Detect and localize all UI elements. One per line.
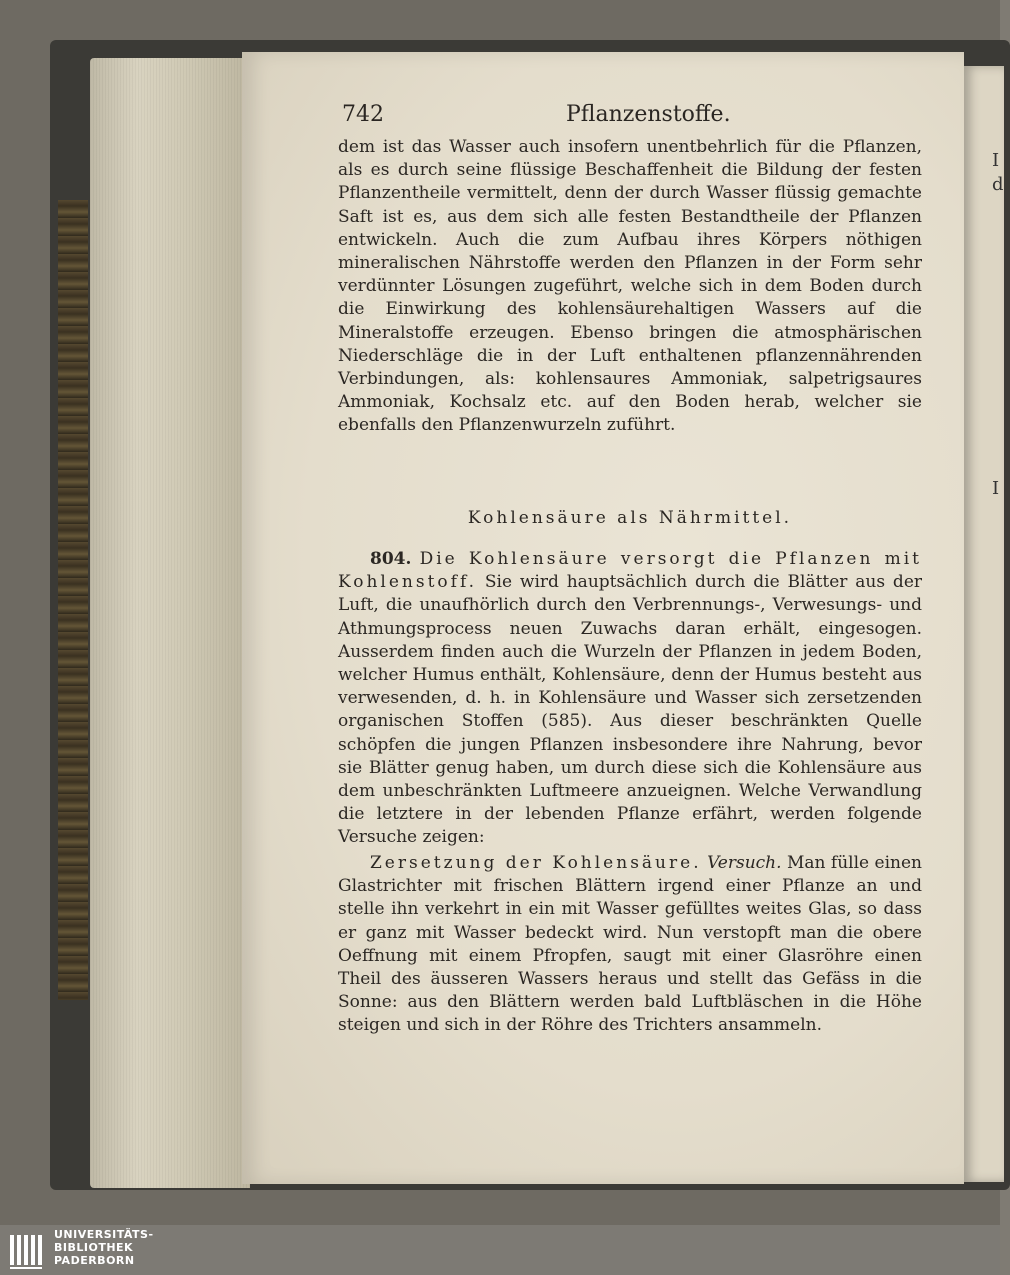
book-spine bbox=[58, 200, 88, 1000]
adjacent-page-letter: I bbox=[992, 150, 1000, 171]
section-number: 804. bbox=[370, 549, 412, 569]
paragraph-text: Man fülle einen Glastrichter mit frischen Blättern irgend einer Pflanze an und stelle ihn verkehrt in ein mit Wasser gefülltes weites Glas, so dass er ganz mit Wasser bedeckt wird. Nun verstopft man die obere Oeffnung mit einem Pfropfen, saugt mit einer Glasröhre einen Theil des äusseren Wassers heraus und stellt das Gefäss in die Sonne: aus den Blättern werden bald Luftbläschen in die Höhe steigen und sich in der Röhre des Trichters ansammeln. bbox=[338, 853, 922, 1036]
emphasized-statement: Die Kohlensäure versorgt die Pflanzen mit Kohlenstoff. bbox=[338, 549, 922, 593]
library-name-line: BIBLIOTHEK bbox=[54, 1241, 134, 1254]
adjacent-page-letter: d bbox=[992, 174, 1004, 195]
adjacent-page bbox=[964, 66, 1004, 1182]
paragraph-804 bbox=[338, 548, 922, 850]
running-title: Pflanzenstoffe. bbox=[566, 102, 731, 127]
adjacent-page-letter: I bbox=[992, 478, 1000, 499]
book-page bbox=[242, 52, 964, 1184]
footer-bar bbox=[0, 1225, 1000, 1275]
library-name bbox=[54, 1228, 154, 1267]
experiment-title: Zersetzung der Kohlensäure. bbox=[370, 853, 702, 873]
paragraph-text: Sie wird hauptsächlich durch die Blätter aus der Luft, die unaufhörlich durch den Verbrennungs-, Verwesungs- und Athmungsprocess neuen Zuwachs daran erhält, eingesogen. Ausserdem finden auch die Wurzeln der Pflanzen in jedem Boden, welcher Humus enthält, Kohlensäure, denn der Humus besteht aus verwesenden, d. h. in Kohlensäure und Wasser sich zersetzenden organischen Stoffen (585). Aus dieser beschränkten Quelle schöpfen die jungen Pflanzen insbesondere ihre Nahrung, bevor sie Blätter genug haben, um durch diese sich die Kohlensäure aus dem unbeschränkten Luftmeere anzueignen. Welche Verwandlung die letztere in der lebenden Pflanze erfährt, werden folgende Versuche zeigen: bbox=[338, 572, 922, 848]
page-edges bbox=[90, 58, 250, 1188]
section-heading: Kohlensäure als Nährmittel. bbox=[467, 508, 793, 528]
paragraph-experiment bbox=[338, 852, 922, 1038]
library-name-line: UNIVERSITÄTS- bbox=[54, 1228, 154, 1241]
experiment-label: Versuch. bbox=[707, 853, 782, 873]
library-logo-icon bbox=[8, 1231, 48, 1271]
paragraph-text: dem ist das Wasser auch insofern unentbehrlich für die Pflanzen, als es durch seine flüssige Beschaffenheit die Bildung der festen Pflanzentheile vermittelt, denn der durch Wasser flüssig gemachte Saft ist es, aus dem sich alle festen Bestandtheile der Pflanzen entwickeln. Auch die zum Aufbau ihres Körpers nöthigen mineralischen Nährstoffe werden den Pflanzen in der Form sehr verdünnter Lösungen zugeführt, welche sich in dem Boden durch die Einwirkung des kohlensäurehaltigen Wassers auf die Mineralstoffe erzeugen. Ebenso bringen die atmosphärischen Niederschläge die in der Luft enthaltenen pflanzennährenden Verbindungen, als: kohlensaures Ammoniak, salpetrigsaures Ammoniak, Kochsalz etc. auf den Boden herab, welcher sie ebenfalls den Pflanzenwurzeln zuführt. bbox=[338, 137, 922, 436]
paragraph-water bbox=[338, 136, 922, 438]
page-number: 742 bbox=[342, 102, 384, 127]
library-name-line: PADERBORN bbox=[54, 1254, 135, 1267]
